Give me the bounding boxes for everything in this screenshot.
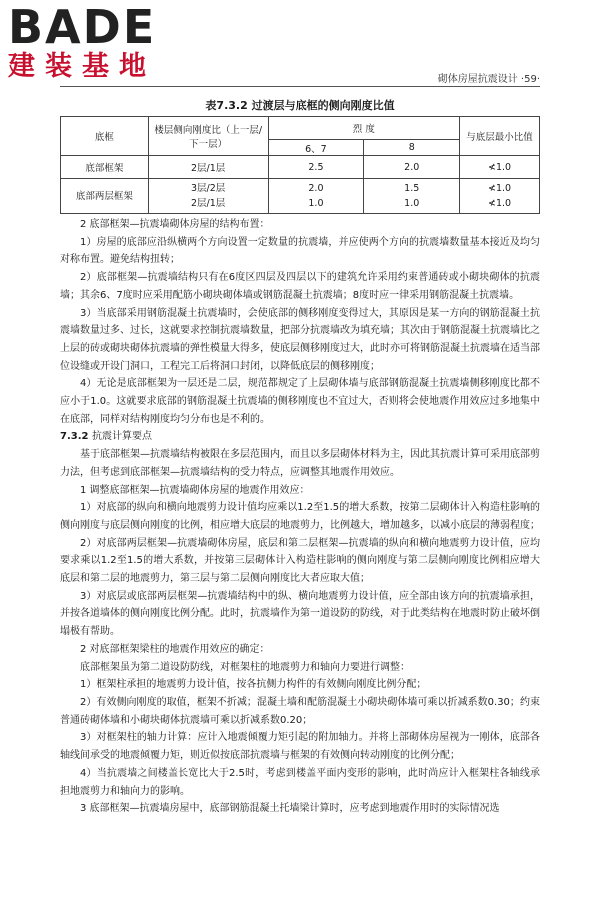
paragraph: 4）当抗震墙之间楼盖长宽比大于2.5时，考虑到楼盖平面内变形的影响，此时尚应计入框架柱各轴线承担地震剪力和轴向力的影响。 [60, 767, 540, 797]
cell-line: 1.5 [404, 183, 420, 194]
paragraph: 1）对底部的纵向和横向地震剪力设计值均应乘以1.2至1.5的增大系数，按第二层砌体计入构造柱影响的侧向刚度与底层侧向刚度的比例，相应增大底层的地震剪力，比例越大，增加越多，以减小底层的薄弱程度； [60, 502, 540, 531]
section-heading [60, 428, 540, 446]
paragraph: 1）框架柱承担的地震剪力设计值，按各抗侧力构件的有效侧向刚度比例分配； [80, 679, 427, 691]
paragraph: 3）对底层或底部两层框架—抗震墙结构中的纵、横向地震剪力设计值，应全部由该方向的抗震墙承担，并按各道墙体的侧向刚度比例分配。此时，抗震墙作为第一道设防的防线，对于此类结构在地震时防止破坏倒塌极有帮助。 [60, 590, 540, 638]
cell-min [460, 179, 540, 214]
cell-line: ≮1.0 [488, 183, 512, 194]
cell-line: 1.0 [308, 198, 324, 209]
logo-wordmark: BADE [8, 0, 157, 54]
cell-line: 1.0 [404, 198, 420, 209]
paragraph: 基于底部框架—抗震墙结构被限在多层范围内，而且以多层砌体材料为主，因此其抗震计算可采用底部剪力法，但考虑到底部框架—抗震墙结构的受力特点，应调整其地震作用效应。 [60, 449, 540, 478]
paragraph: 2 对底部框架梁柱的地震作用效应的确定： [80, 643, 270, 655]
paragraph: 2）有效侧向刚度的取值，框架不折减；混凝土墙和配筋混凝土小砌块砌体墙可乘以折减系数0.30；约束普通砖砌体墙和小砌块砌体抗震墙可乘以折减系数0.20； [60, 696, 540, 726]
table-title: 表7.3.2 过渡层与底框的侧向刚度比值 [205, 99, 395, 112]
paragraph: 2 底部框架—抗震墙砌体房屋的结构布置： [80, 219, 270, 230]
paragraph: 1）房屋的底部应沿纵横两个方向设置一定数量的抗震墙，并应使两个方向的抗震墙数量基本接近及均匀对称布置。避免结构扭转； [60, 236, 540, 266]
paragraph: 1 调整底部框架—抗震墙砌体房屋的地震作用效应： [80, 484, 310, 496]
paragraph: 2）底部框架—抗震墙结构只有在6度区四层及四层以下的建筑允许采用约束普通砖或小砌块砌体的抗震墙；其余6、7度时应采用配筋小砌块砌体墙或钢筋混凝土抗震墙；8度时应一律采用钢筋混凝土抗震墙。 [60, 272, 540, 301]
stiffness-ratio-table [60, 116, 540, 214]
table-row [61, 156, 540, 179]
cell-min: ≮1.0 [460, 156, 540, 179]
header-rule [60, 86, 540, 87]
cell-line: ≮1.0 [488, 198, 512, 209]
header-frame: 底框 [61, 117, 149, 156]
cell-i67: 2.5 [268, 156, 364, 179]
header-ratio: 楼层侧向刚度比（上一层/下一层） [148, 117, 268, 156]
cell-line: 2.0 [308, 183, 324, 194]
cell-ratio [148, 179, 268, 214]
cell-i67 [268, 179, 364, 214]
paragraph: 3）对框架柱的轴力计算：应计入地震倾覆力矩引起的附加轴力。并将上部砌体房屋视为一刚体，底部各轴线间承受的地震倾覆力矩，则近似按底部抗震墙与框架的有效侧向转动刚度的比例分配； [60, 732, 540, 762]
paragraph: 4）无论是底部框架为一层还是二层，规范都规定了上层砌体墙与底部钢筋混凝土抗震墙侧移刚度比都不应小于1.0。这就要求底部的钢筋混凝土抗震墙的侧移刚度也不宜过大，否则将会使地震作用效应过多地集中在底部，同样对结构刚度均匀分布也是不利的。 [60, 378, 540, 425]
cell-line: 3层/2层 [191, 183, 226, 194]
section-title: 抗震计算要点 [91, 431, 152, 443]
paragraph: 底部框架虽为第二道设防防线，对框架柱的地震剪力和轴向力要进行调整： [80, 661, 410, 673]
cell-line: 2层/1层 [191, 198, 226, 209]
cell-i8: 2.0 [364, 156, 460, 179]
paragraph: 2）对底部两层框架—抗震墙砌体房屋，底层和第二层框架—抗震墙的纵向和横向地震剪力设计值，应均要求乘以1.2至1.5的增大系数，并按第三层砌体计入构造柱影响的侧向刚度与第二层侧向刚度比例相应增大底层和第二层的地震剪力，第三层与第二层侧向刚度比大者应取大值； [60, 537, 540, 585]
table-row [61, 179, 540, 214]
cell-frame: 底部两层框架 [61, 179, 149, 214]
brand-logo [8, 0, 168, 82]
header-intensity-8: 8 [364, 140, 460, 156]
header-intensity: 烈 度 [268, 117, 460, 140]
paragraph: 3 底部框架—抗震墙房屋中，底部钢筋混凝土托墙梁计算时，应考虑到地震作用时的实际情况选 [80, 803, 500, 815]
body-text [60, 216, 540, 818]
section-number: 7.3.2 [60, 431, 89, 443]
header-min-ratio: 与底层最小比值 [460, 117, 540, 156]
cell-ratio: 2层/1层 [148, 156, 268, 179]
paragraph: 3）当底部采用钢筋混凝土抗震墙时，会使底部的侧移刚度变得过大，其原因是某一方向的钢筋混凝土抗震墙数量过多、过长，这就要求控制抗震墙数量，把部分抗震墙改为填充墙；其次由于钢筋混凝土抗震墙比之上层的砖或砌块砌体抗震墙的弹性模量大得多，使底层侧移刚度过大，此时亦可将钢筋混凝土抗震墙在适当部位设缝或开设门洞口，工程完工后将洞口封闭，以降低底层的侧移刚度； [60, 307, 540, 372]
logo-subtitle: 建装基地 [8, 51, 156, 82]
header-intensity-67: 6、7 [268, 140, 364, 156]
running-head: 砌体房屋抗震设计 ·59· [437, 74, 540, 85]
cell-frame: 底部框架 [61, 156, 149, 179]
cell-i8 [364, 179, 460, 214]
